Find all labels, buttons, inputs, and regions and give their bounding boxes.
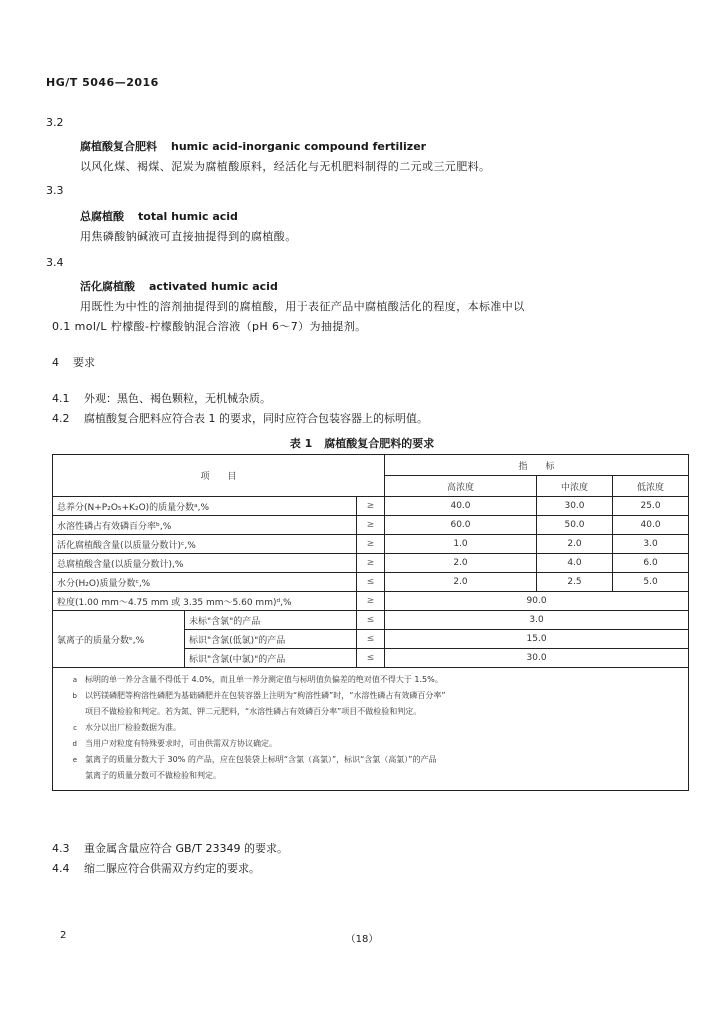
- page-center-mark: （18）: [345, 934, 379, 945]
- row-value: 15.0: [385, 630, 689, 649]
- grade-header: 低浓度: [613, 476, 689, 497]
- chloride-subitem: 标识"含氯(中氯)"的产品: [185, 649, 357, 668]
- term-name-cn: 腐植酸复合肥料: [80, 140, 157, 153]
- item-column-header: 项 目: [53, 455, 385, 497]
- term-title: [80, 208, 238, 224]
- clause-text: 缩二脲应符合供需双方约定的要求。: [84, 862, 260, 875]
- row-value: 1.0: [385, 535, 537, 554]
- row-value: 2.0: [385, 554, 537, 573]
- term-name-cn: 总腐植酸: [80, 210, 124, 223]
- row-value: 60.0: [385, 516, 537, 535]
- clause: [52, 840, 288, 856]
- row-value: 90.0: [385, 592, 689, 611]
- clause-number: 4.3: [52, 842, 70, 855]
- chloride-subitem: 标识"含氯(低氯)"的产品: [185, 630, 357, 649]
- row-value: 2.5: [537, 573, 613, 592]
- term-number: 3.4: [46, 256, 64, 269]
- term-definition-line1: 用既性为中性的溶剂抽提得到的腐植酸，用于表征产品中腐植酸活化的程度，本标准中以: [80, 300, 525, 313]
- table-caption-label: 表 1: [289, 437, 313, 450]
- chloride-subitem: 未标"含氯"的产品: [185, 611, 357, 630]
- clause-text: 腐植酸复合肥料应符合表 1 的要求，同时应符合包装容器上的标明值。: [84, 412, 428, 425]
- table-note: 项目不做检验和判定。若为氮、钾二元肥料，“水溶性磷占有效磷百分率”项目不做检验和判定。: [85, 707, 422, 716]
- table-note: e 氯离子的质量分数大于 30% 的产品，应在包装袋上标明“含氯（高氯）”，标识“含氯（高氯）”的产品: [72, 755, 437, 764]
- term-number: 3.2: [46, 116, 64, 129]
- index-column-header: 指 标: [385, 455, 689, 476]
- table-notes: [53, 668, 689, 791]
- row-value: 40.0: [385, 497, 537, 516]
- row-value: 5.0: [613, 573, 689, 592]
- row-unit: ≥: [357, 592, 385, 611]
- clause-number: 4.2: [52, 412, 70, 425]
- term-title: [80, 138, 426, 154]
- table-row: [53, 573, 689, 592]
- table-caption: [0, 435, 724, 451]
- term-name-en: humic acid-inorganic compound fertilizer: [171, 140, 427, 153]
- row-value: 2.0: [537, 535, 613, 554]
- row-value: 4.0: [537, 554, 613, 573]
- row-value: 30.0: [537, 497, 613, 516]
- row-unit: ≤: [357, 573, 385, 592]
- row-value: 3.0: [613, 535, 689, 554]
- table-row: [53, 611, 689, 630]
- row-value: 50.0: [537, 516, 613, 535]
- section-title: 要求: [73, 356, 95, 369]
- clause-number: 4.4: [52, 862, 70, 875]
- term-name-en: activated humic acid: [149, 280, 278, 293]
- table-note: a 标明的单一养分含量不得低于 4.0%，而且单一养分测定值与标明值负偏差的绝对值不得大于 1.5%。: [72, 675, 443, 684]
- section-heading: [52, 354, 95, 370]
- page-number: 2: [60, 930, 67, 941]
- term-name-cn: 活化腐植酸: [80, 280, 135, 293]
- term-definition: 以风化煤、褐煤、泥炭为腐植酸原料，经活化与无机肥料制得的二元或三元肥料。: [80, 160, 491, 173]
- row-unit: ≤: [357, 611, 385, 630]
- row-unit: ≤: [357, 630, 385, 649]
- table-note: d 当用户对粒度有特殊要求时，可由供需双方协议确定。: [72, 739, 277, 748]
- table-caption-title: 腐植酸复合肥料的要求: [324, 437, 435, 450]
- row-value: 6.0: [613, 554, 689, 573]
- term-number: 3.3: [46, 184, 64, 197]
- row-item: 总养分(N+P₂O₅+K₂O)的质量分数ᵃ,%: [53, 497, 357, 516]
- table-row: [53, 535, 689, 554]
- table-row: [53, 554, 689, 573]
- row-unit: ≥: [357, 497, 385, 516]
- row-item: 粒度(1.00 mm～4.75 mm 或 3.35 mm～5.60 mm)ᵈ,%: [53, 592, 357, 611]
- row-value: 40.0: [613, 516, 689, 535]
- row-unit: ≤: [357, 649, 385, 668]
- table-note: c 水分以出厂检验数据为准。: [73, 723, 181, 732]
- table-note: 氯离子的质量分数可不做检验和判定。: [85, 771, 221, 780]
- row-unit: ≥: [357, 535, 385, 554]
- term-definition-line2: 0.1 mol/L 柠檬酸-柠檬酸钠混合溶液（pH 6～7）为抽提剂。: [52, 320, 367, 333]
- standard-code: HG/T 5046—2016: [46, 76, 159, 89]
- clause-text: 外观：黑色、褐色颗粒，无机械杂质。: [84, 392, 271, 405]
- term-name-en: total humic acid: [138, 210, 238, 223]
- row-item: 水分(H₂O)质量分数ᶜ,%: [53, 573, 357, 592]
- row-value: 2.0: [385, 573, 537, 592]
- clause: [52, 390, 271, 406]
- row-unit: ≥: [357, 516, 385, 535]
- row-item: 总腐植酸含量(以质量分数计),%: [53, 554, 357, 573]
- grade-header: 高浓度: [385, 476, 537, 497]
- requirements-table: [52, 454, 689, 791]
- section-number: 4: [52, 356, 59, 369]
- row-unit: ≥: [357, 554, 385, 573]
- clause: [52, 410, 428, 426]
- row-item: 活化腐植酸含量(以质量分数计)ᶜ,%: [53, 535, 357, 554]
- clause-text: 重金属含量应符合 GB/T 23349 的要求。: [84, 842, 288, 855]
- row-value: 30.0: [385, 649, 689, 668]
- table-row: [53, 516, 689, 535]
- row-value: 3.0: [385, 611, 689, 630]
- term-definition: 用焦磷酸钠碱液可直接抽提得到的腐植酸。: [80, 230, 297, 243]
- row-value: 25.0: [613, 497, 689, 516]
- term-title: [80, 278, 278, 294]
- table-row: [53, 592, 689, 611]
- clause: [52, 860, 260, 876]
- chloride-item: 氯离子的质量分数ᵉ,%: [53, 611, 185, 668]
- table-note: b 以钙镁磷肥等枸溶性磷肥为基础磷肥并在包装容器上注明为“枸溶性磷”时，“水溶性磷占有效磷百分率”: [72, 691, 446, 700]
- table-row: [53, 497, 689, 516]
- grade-header: 中浓度: [537, 476, 613, 497]
- row-item: 水溶性磷占有效磷百分率ᵇ,%: [53, 516, 357, 535]
- clause-number: 4.1: [52, 392, 70, 405]
